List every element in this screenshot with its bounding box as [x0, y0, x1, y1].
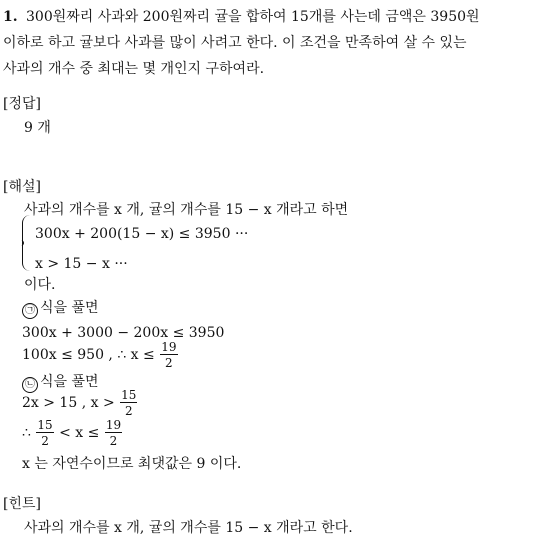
- inequality-middle: < x ≤: [59, 425, 100, 441]
- step2-label: 식을 풀면: [40, 374, 99, 390]
- fraction-denominator: 2: [124, 404, 133, 418]
- answer-value: 9 개: [24, 120, 51, 136]
- step1-heading: [22, 301, 99, 319]
- step1-line-1: 300x + 3000 − 200x ≤ 3950: [22, 325, 225, 341]
- fraction-numerator: 15: [121, 388, 137, 402]
- system-equation-2: x > 15 − x ···: [35, 256, 128, 272]
- fraction-19-over-2: [105, 419, 122, 447]
- problem-line-3: 사과의 개수 중 최대는 몇 개인지 구하여라.: [3, 61, 265, 77]
- system-equation-1: 300x + 200(15 − x) ≤ 3950 ···: [35, 226, 249, 242]
- fraction-numerator: 19: [161, 340, 177, 354]
- step2-line: [22, 389, 138, 417]
- problem-line-2: 이하로 하고 귤보다 사과를 많이 사려고 한다. 이 조건을 만족하여 살 수 있는: [3, 35, 467, 51]
- system-brace: [22, 215, 31, 271]
- problem-number: 1.: [3, 9, 18, 25]
- problem-line-1: 300원짜리 사과와 200원짜리 귤을 합하여 15개를 사는데 금액은 3950원: [26, 9, 480, 25]
- fraction-denominator: 2: [109, 434, 118, 448]
- step1-label: 식을 풀면: [40, 300, 99, 316]
- step1-line-2-left: 100x ≤ 950 , ∴ x ≤: [22, 347, 155, 363]
- solution-header: [해설]: [3, 179, 41, 195]
- fraction-denominator: 2: [165, 356, 173, 370]
- fraction-denominator: 2: [41, 434, 49, 448]
- hint-text: 사과의 개수를 x 개, 귤의 개수를 15 − x 개라고 한다.: [24, 520, 353, 536]
- circled-nieun-marker: ㉡: [22, 377, 38, 393]
- fraction-numerator: 15: [37, 418, 53, 432]
- fraction-15-over-2: [36, 419, 53, 447]
- fraction-19-over-2: [160, 341, 177, 369]
- therefore-symbol: ∴: [22, 425, 31, 441]
- fraction-numerator: 19: [105, 418, 122, 432]
- circled-giyeok-marker: ㉠: [22, 303, 38, 319]
- hint-header: [힌트]: [3, 496, 41, 512]
- step2-line-left: 2x > 15 , x >: [22, 395, 115, 411]
- step1-line-2: [22, 341, 179, 369]
- solution-idaa: 이다.: [24, 277, 56, 293]
- fraction-15-over-2: [120, 389, 137, 417]
- solution-intro: 사과의 개수를 x 개, 귤의 개수를 15 − x 개라고 하면: [24, 202, 349, 218]
- combined-inequality: [22, 419, 123, 447]
- solution-conclusion: x 는 자연수이므로 최댓값은 9 이다.: [22, 456, 242, 472]
- answer-header: [정답]: [3, 96, 41, 112]
